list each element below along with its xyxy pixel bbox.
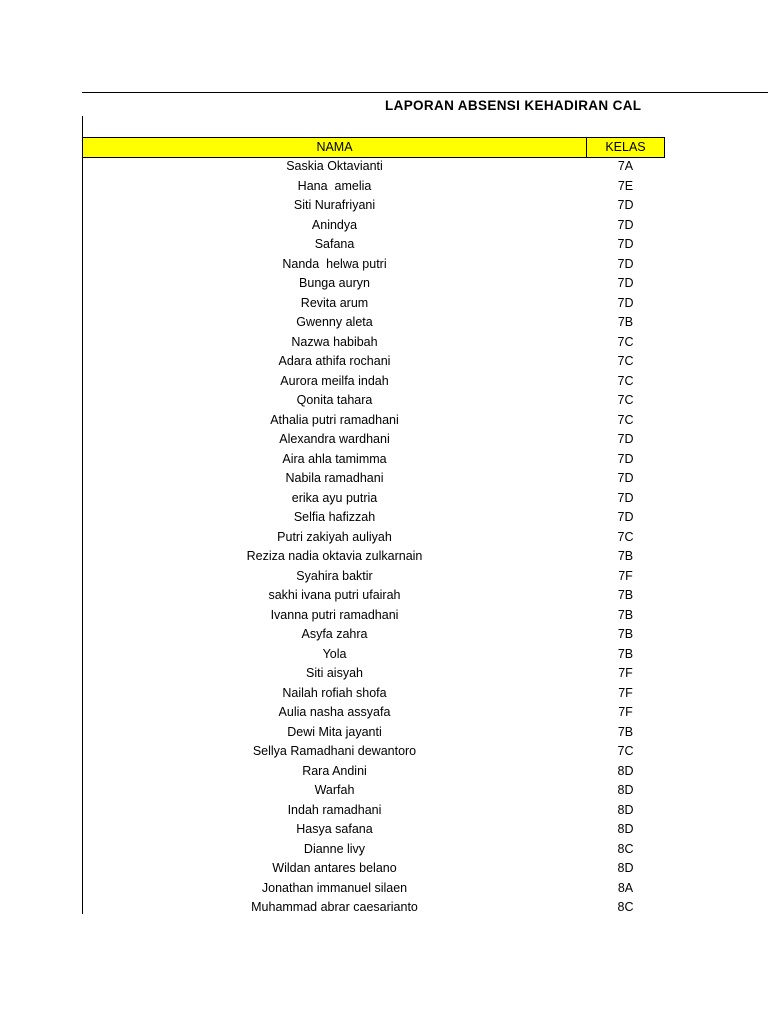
cell-nama: Jonathan immanuel silaen	[261, 880, 408, 895]
cell-nama: Dewi Mita jayanti	[287, 724, 382, 739]
table-row	[83, 625, 665, 645]
table-row	[83, 255, 665, 275]
cell-nama: Dianne livy	[303, 841, 366, 856]
cell-nama: Sellya Ramadhani dewantoro	[252, 744, 417, 758]
cell-kelas: 8D	[617, 861, 634, 875]
cell-nama: Asyfa zahra	[301, 627, 368, 641]
table-row	[83, 196, 665, 216]
cell-kelas: 8A	[617, 880, 634, 895]
table-row	[83, 508, 665, 528]
table-row	[83, 645, 665, 665]
cell-kelas: 8D	[617, 783, 634, 797]
table-row	[83, 430, 665, 450]
cell-kelas: 7C	[617, 744, 634, 758]
cell-kelas: 7F	[618, 685, 633, 700]
table-row	[83, 157, 665, 177]
cell-kelas: 7D	[617, 256, 634, 271]
cell-kelas: 8D	[617, 763, 634, 778]
table-row	[83, 216, 665, 236]
cell-kelas: 7B	[617, 724, 634, 739]
cell-kelas: 7D	[617, 510, 634, 524]
table-row	[83, 469, 665, 489]
table-header-row	[83, 137, 665, 158]
table-row	[83, 352, 665, 372]
cell-kelas: 7B	[617, 588, 634, 602]
table-row	[83, 313, 665, 333]
cell-kelas: 7F	[618, 666, 633, 680]
cell-nama: Safana	[314, 237, 355, 251]
cell-kelas: 7A	[617, 159, 634, 173]
table-row	[83, 391, 665, 411]
cell-nama: Bunga auryn	[299, 276, 370, 290]
cell-nama: Rara Andini	[302, 763, 367, 778]
table-row	[83, 742, 665, 762]
cell-nama: Nabila ramadhani	[285, 471, 384, 485]
cell-nama: Aulia nasha assyafa	[278, 705, 391, 719]
cell-kelas: 7D	[617, 490, 634, 505]
table-row	[83, 586, 665, 606]
cell-kelas: 7C	[617, 373, 634, 388]
cell-nama: Gwenny aleta	[296, 315, 373, 329]
cell-kelas: 7D	[617, 276, 634, 290]
cell-nama: Siti Nurafriyani	[293, 198, 376, 212]
cell-nama: Wildan antares belano	[272, 861, 397, 875]
cell-nama: Nazwa habibah	[291, 334, 378, 349]
cell-kelas: 8D	[617, 802, 634, 817]
cell-nama: Indah ramadhani	[287, 802, 382, 817]
table-row	[83, 820, 665, 840]
cell-nama: Muhammad abrar caesarianto	[251, 900, 418, 914]
cell-nama: Reziza nadia oktavia zulkarnain	[246, 549, 423, 563]
table-row	[83, 723, 665, 743]
cell-nama: Aira ahla tamimma	[282, 451, 387, 466]
cell-nama: Nanda helwa putri	[282, 256, 387, 271]
table-row	[83, 294, 665, 314]
cell-kelas: 7E	[617, 178, 634, 193]
cell-kelas: 7D	[617, 237, 634, 251]
cell-nama: Yola	[322, 646, 347, 661]
cell-nama: Putri zakiyah auliyah	[277, 529, 392, 544]
table-row	[83, 547, 665, 567]
table-row	[83, 664, 665, 684]
cell-nama: Hana amelia	[297, 178, 372, 193]
cell-kelas: 7B	[617, 646, 634, 661]
cell-kelas: 7C	[617, 529, 634, 544]
cell-kelas: 7B	[617, 549, 634, 563]
cell-nama: Syahira baktir	[296, 568, 373, 583]
cell-nama: Aurora meilfa indah	[280, 373, 389, 388]
report-title: LAPORAN ABSENSI KEHADIRAN CAL	[385, 98, 642, 113]
cell-kelas: 8D	[617, 822, 634, 836]
table-row	[83, 274, 665, 294]
cell-kelas: 7D	[617, 217, 634, 232]
cell-nama: Saskia Oktavianti	[286, 159, 383, 173]
cell-nama: erika ayu putria	[291, 490, 378, 505]
cell-nama: Siti aisyah	[306, 666, 363, 680]
cell-nama: Anindya	[311, 217, 358, 232]
table-row	[83, 450, 665, 470]
table-row	[83, 684, 665, 704]
top-rule	[82, 92, 768, 93]
cell-kelas: 7D	[617, 432, 634, 446]
table-row	[83, 781, 665, 801]
cell-kelas: 7D	[617, 451, 634, 466]
cell-kelas: 7F	[618, 705, 633, 719]
cell-nama: Qonita tahara	[296, 393, 373, 407]
cell-nama: Hasya safana	[296, 822, 373, 836]
table-row	[83, 840, 665, 860]
table-row	[83, 606, 665, 626]
cell-kelas: 7D	[617, 198, 634, 212]
cell-nama: sakhi ivana putri ufairah	[268, 588, 401, 602]
cell-nama: Ivanna putri ramadhani	[270, 607, 399, 622]
cell-nama: Revita arum	[300, 295, 369, 310]
table-row	[83, 235, 665, 255]
cell-nama: Selfia hafizzah	[293, 510, 376, 524]
header-nama: NAMA	[316, 140, 353, 154]
cell-kelas: 7C	[617, 393, 634, 407]
cell-nama: Nailah rofiah shofa	[282, 685, 387, 700]
table-row	[83, 762, 665, 782]
cell-kelas: 7D	[617, 295, 634, 310]
cell-kelas: 7B	[617, 315, 634, 329]
cell-kelas: 7B	[617, 627, 634, 641]
attendance-table-body	[83, 157, 665, 918]
table-row	[83, 333, 665, 353]
cell-kelas: 7C	[617, 412, 634, 427]
cell-kelas: 8C	[617, 841, 634, 856]
table-row	[83, 489, 665, 509]
cell-nama: Alexandra wardhani	[279, 432, 390, 446]
table-row	[83, 411, 665, 431]
table-row	[83, 372, 665, 392]
header-kelas: KELAS	[586, 137, 665, 158]
cell-nama: Warfah	[314, 783, 355, 797]
cell-kelas: 7C	[617, 354, 634, 368]
cell-kelas: 8C	[617, 900, 634, 914]
cell-kelas: 7B	[617, 607, 634, 622]
table-row	[83, 879, 665, 899]
table-row	[83, 567, 665, 587]
table-row	[83, 801, 665, 821]
cell-kelas: 7D	[617, 471, 634, 485]
table-row	[83, 703, 665, 723]
cell-kelas: 7C	[617, 334, 634, 349]
table-row	[83, 177, 665, 197]
cell-nama: Adara athifa rochani	[278, 354, 391, 368]
cell-kelas: 7F	[618, 568, 633, 583]
table-row	[83, 528, 665, 548]
table-row	[83, 859, 665, 879]
cell-nama: Athalia putri ramadhani	[270, 412, 399, 427]
table-row	[83, 898, 665, 918]
